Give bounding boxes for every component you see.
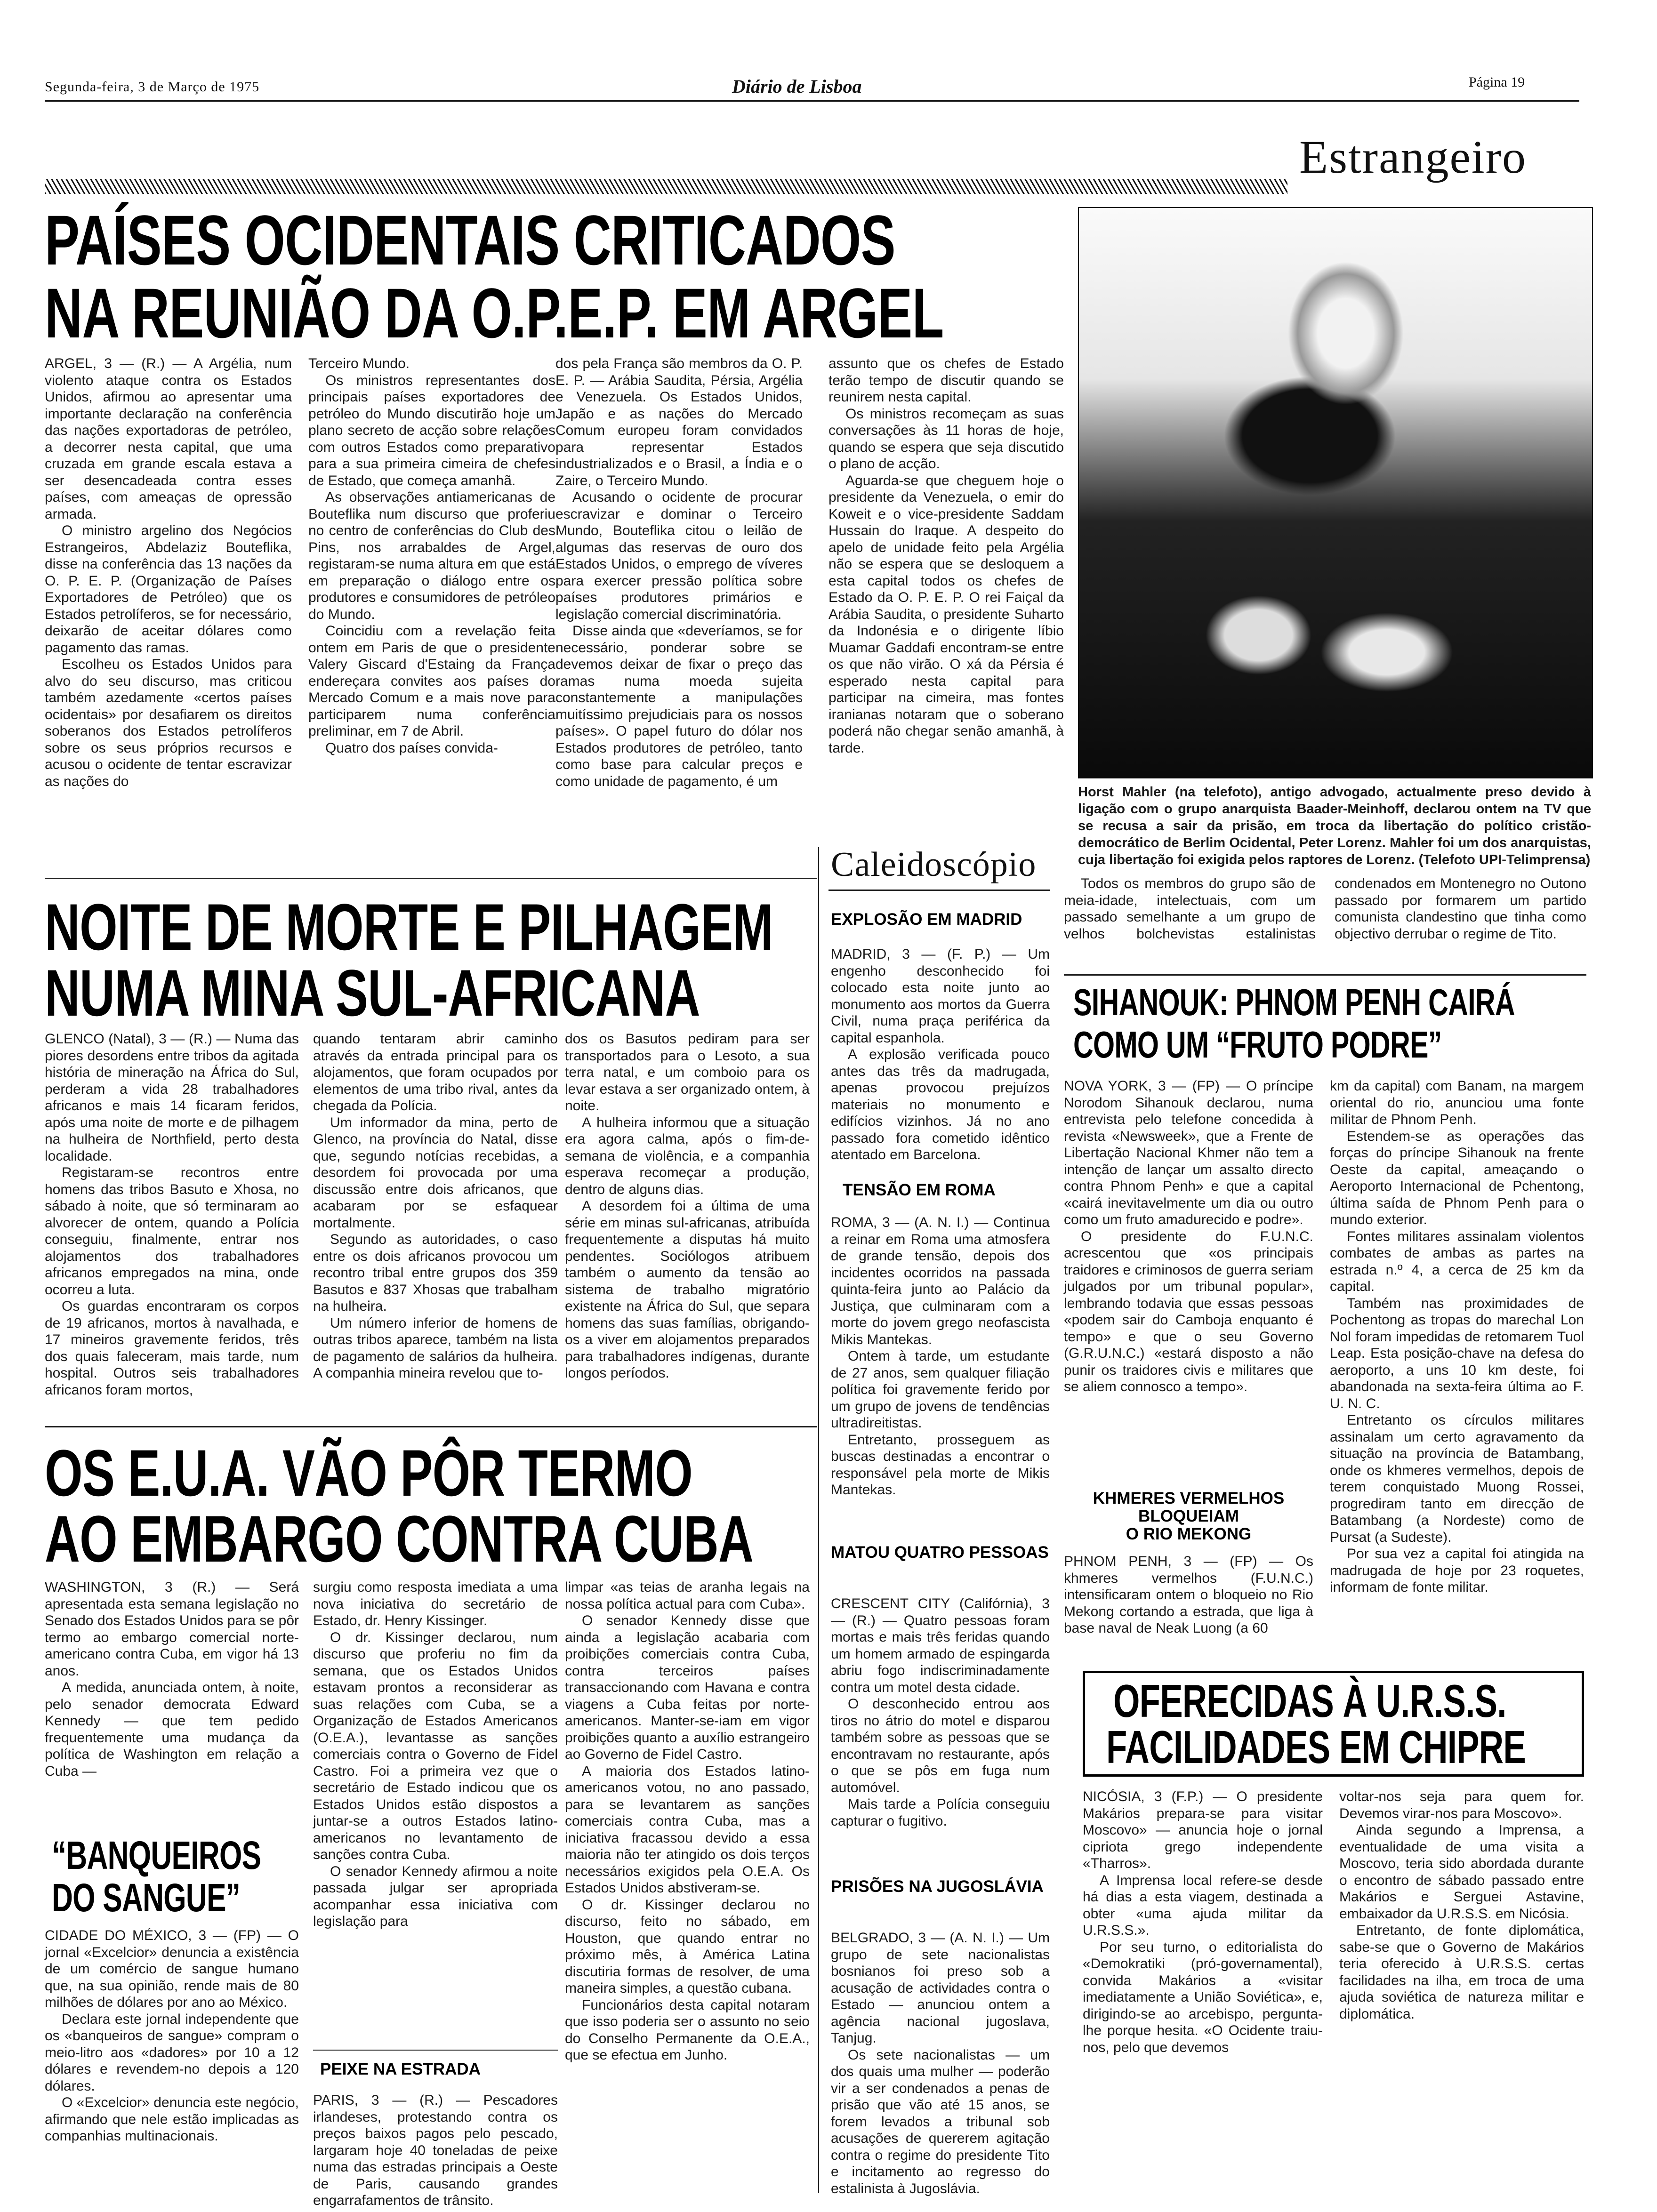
- opep-paragraph: dos pela França são membros da O. P. E. P. — Arábia Saudita, Pérsia, Argélia e Venezuela. Os Estados Unidos, Japão e as nações do Mercado Comum europeu foram convidados para representar Estados industrializados e o Brasil, a Índia e o Zaire, o Terceiro Mundo.: [555, 356, 803, 489]
- cuba-headline-1: OS E.U.A. VÃO PÔR TERMO: [45, 1436, 692, 1510]
- sihanouk-paragraph: O presidente do F.U.N.C. acrescentou que «os principais traidores e criminosos de guerra seriam julgados por um tribunal popular», lembrando todavia que essas pessoas «podem sair do Camboja enquanto é tempo» e que o seu Governo (G.R.U.N.C.) «estará disposto a não punir os traidores civis e militares que se aliem connosco a tempo».: [1064, 1228, 1313, 1395]
- mina-paragraph: A desordem foi a última de uma série em minas sul-africanas, atribuída frequentemente a disputas há muito pendentes. Sociólogos atribuem também o aumento da tensão ao sistema de trabalho migratório existente na África do Sul, que separa homens das suas famílias, obrigando-os a viver em alojamentos preparados para trabalhadores indígenas, durante longos períodos.: [565, 1198, 810, 1381]
- peixe-column: [313, 2092, 558, 2208]
- opep-paragraph: assunto que os chefes de Estado terão tempo de discutir quando se reunirem nesta capital.: [828, 356, 1064, 405]
- matou-paragraph: O desconhecido entrou aos tiros no átrio do motel e disparou também sobre as pessoas que se encontravam no restaurante, após o que se pôs em fuga num automóvel.: [831, 1696, 1050, 1795]
- prisoes-headline: PRISÕES NA JUGOSLÁVIA: [831, 1877, 1044, 1896]
- section-title: Estrangeiro: [1299, 131, 1527, 183]
- opep-paragraph: O ministro argelino dos Negócios Estrangeiros, Abdelaziz Bouteflika, disse na conferência das 13 nações da O. P. E. P. (Organização de Países Exportadores de Petróleo) que os Estados petrolíferos, se for necessário, deixarão de aceitar dólares como pagamento das ramas.: [45, 523, 292, 656]
- mina-headline-1: NOITE DE MORTE E PILHAGEM: [45, 890, 773, 964]
- opep-paragraph: Os ministros recomeçam as suas conversações às 11 horas de hoje, quando se espera que seja discutido o plano de acção.: [828, 406, 1064, 472]
- matou-paragraph: CRESCENT CITY (Califórnia), 3 — (R.) — Quatro pessoas foram mortas e mais três feridas quando um homem armado de espingarda abriu fogo indiscriminadamente contra um motel desta cidade.: [831, 1596, 1050, 1695]
- sihanouk-column-1: [1064, 1078, 1313, 1395]
- sihanouk-paragraph: Por sua vez a capital foi atingida na madrugada de hoje por 23 roquetes, informam de fonte militar.: [1330, 1546, 1584, 1595]
- cuba-paragraph: O senador Kennedy afirmou a noite passada julgar ser apropriada acompanhar essa iniciativa com legislação para: [313, 1863, 558, 1929]
- cuba-paragraph: surgiu como resposta imediata a uma nova iniciativa do secretário de Estado, dr. Henry Kissinger.: [313, 1579, 558, 1628]
- mina-column-2: [313, 1031, 558, 1417]
- cuba-column-2: [313, 1579, 558, 2045]
- sihanouk-headline-2: COMO UM “FRUTO PODRE”: [1073, 1024, 1442, 1066]
- madrid-headline: EXPLOSÃO EM MADRID: [831, 910, 1022, 929]
- opep-headline-1: PAÍSES OCIDENTAIS CRITICADOS: [45, 200, 895, 280]
- matou-headline: MATOU QUATRO PESSOAS: [831, 1543, 1049, 1562]
- banqueiros-paragraph: Declara este jornal independente que os «banqueiros de sangue» compram o meio-litro aos «dadores» por 10 a 12 dólares e revendem-no depois a 120 dólares.: [45, 2011, 299, 2094]
- sihanouk-paragraph: km da capital) com Banam, na margem oriental do rio, anunciou uma fonte militar de Phnom Penh.: [1330, 1078, 1584, 1127]
- chipre-paragraph: NICÓSIA, 3 (F.P.) — O presidente Makários prepara-se para visitar Moscovo» — anuncia hoje o jornal cipriota grego independente «Tharros».: [1083, 1789, 1323, 1871]
- opep-paragraph: Disse ainda que «deveríamos, se for necessário, ponderar sobre se devemos deixar de fixar o preço das ramas numa moeda sujeita constantemente a manipulações muitíssimo prejudiciais para os nossos países». O papel futuro do dólar nos Estados produtores de petróleo, tanto como base para calcular preços e como unidade de pagamento, é um: [555, 623, 803, 789]
- sihanouk-paragraph: Fontes militares assinalam violentos combates de ambas as partes na estrada n.º 4, a cerca de 25 km da capital.: [1330, 1228, 1584, 1294]
- chipre-paragraph: A Imprensa local refere-se desde há dias a esta viagem, destinada a obter «uma ajuda militar da U.R.S.S.».: [1083, 1872, 1323, 1938]
- mina-paragraph: Registaram-se recontros entre homens das tribos Basuto e Xhosa, no sábado à noite, que só terminaram ao alvorecer de ontem, quando a Polícia conseguiu, finalmente, entrar nos alojamentos dos trabalhadores africanos empregados na mina, onde ocorreu a luta.: [45, 1165, 299, 1298]
- divider-caleidoscopio-left: [818, 847, 819, 2193]
- masthead-page-number: Página 19: [1469, 74, 1525, 90]
- sihanouk-paragraph: NOVA YORK, 3 — (FP) — O príncipe Norodom Sihanouk declarou, numa entrevista pelo telefone concedida à revista «Newsweek», que a Frente de Libertação Nacional Khmer não tem a intenção de lançar um assalto directo contra Phnom Penh» e que a capital «cairá inevitavelmente um dia ou outro como um fruto amadurecido e podre».: [1064, 1078, 1313, 1227]
- opep-paragraph: Aguarda-se que cheguem hoje o presidente da Venezuela, o emir do Koweit e o vice-presidente Saddam Hussain do Iraque. A despeito do apelo de unidade feito pela Argélia não se espera que se desloquem a esta capital todos os chefes de Estado da O. P. E. P. O rei Faiçal da Arábia Saudita, o presidente Suharto da Indonésia e o dirigente líbio Muamar Gaddafi encontram-se entre os que não virão. O xá da Pérsia é esperado nesta capital para participar na cimeira, mas fontes iranianas notaram que o soberano poderá não chegar senão amanhã, à tarde.: [828, 473, 1064, 756]
- peixe-paragraph: PARIS, 3 — (R.) — Pescadores irlandeses, protestando contra os preços baixos pagos pelo pescado, largaram hoje 40 toneladas de peixe numa das estradas principais a Oeste de Paris, causando grandes engarrafamentos de trânsito.: [313, 2092, 558, 2208]
- cuba-paragraph: O dr. Kissinger declarou, num discurso que proferiu no fim da semana, que os Estados Unidos estavam prontos a reconsiderar as suas relações com Cuba, se a Organização de Estados Americanos (O.E.A.), levantasse as sanções comerciais contra o Governo de Fidel Castro. Foi a primeira vez que o secretário de Estado indicou que os Estados Unidos estão dispostos a juntar-se a outros Estados latino-americanos no levantamento de sanções contra Cuba.: [313, 1629, 558, 1862]
- sihanouk-paragraph: Entretanto os círculos militares assinalam um certo agravamento da situação na província de Batambang, onde os khmeres vermelhos, depois de terem conquistado Muong Rossei, progrediram tanto em direcção de Batambang (a Nordeste) como de Pursat (a Sudeste).: [1330, 1412, 1584, 1545]
- mina-paragraph: dos os Basutos pediram para ser transportados para o Lesoto, a sua terra natal, e um comboio para os levar estava a ser organizado ontem, à noite.: [565, 1031, 810, 1114]
- banqueiros-paragraph: CIDADE DO MÉXICO, 3 — (FP) — O jornal «Excelcior» denuncia a existência de um comércio de sangue humano que, na sua opinião, rende mais de 80 milhões de dólares por ano ao México.: [45, 1928, 299, 2010]
- opep-column-1: [45, 355, 292, 873]
- opep-paragraph: Acusando o ocidente de procurar escravizar e dominar o Terceiro Mundo, Bouteflika citou o leilão de algumas das reservas de ouro dos Estados Unidos, o emprego de víveres para exercer pressão política sobre países produtores primários e legislação comercial discriminatória.: [555, 489, 803, 622]
- caleidoscopio-title: Caleidoscópio: [831, 845, 1037, 884]
- opep-column-3: [555, 355, 803, 873]
- roma-paragraph: ROMA, 3 — (A. N. I.) — Continua a reinar em Roma uma atmosfera de grande tensão, depois dos incidentes ocorridos na passada quinta-feira junto ao Palácio da Justiça, que culminaram com a morte do jovem grego neofascista Mikis Mantekas.: [831, 1215, 1050, 1347]
- mina-paragraph: GLENCO (Natal), 3 — (R.) — Numa das piores desordens entre tribos da agitada história de mineração na África do Sul, perderam a vida 28 trabalhadores africanos e mais 14 ficaram feridos, após uma noite de morte e de pilhagem na hulheira de Northfield, perto desta localidade.: [45, 1031, 299, 1164]
- membros-column: [1064, 875, 1586, 970]
- cuba-headline-2: AO EMBARGO CONTRA CUBA: [45, 1502, 754, 1576]
- khmer-paragraph: PHNOM PENH, 3 — (FP) — Os khmeres vermelhos (F.U.N.C.) intensificaram ontem o bloqueio no Rio Mekong cortando a estrada, que liga à base naval de Neak Luong (a 60: [1064, 1554, 1313, 1636]
- mina-paragraph: Um informador da mina, perto de Glenco, na província do Natal, disse que, segundo notícias recebidas, a desordem foi provocada por uma discussão entre dois africanos, que acabaram por se esfaquear mortalmente.: [313, 1114, 558, 1231]
- chipre-paragraph: Por seu turno, o editorialista do «Demokratiki (pró-governamental), convida Makários a «visitar imediatamente a União Soviética», e, dirigindo-se ao arcebispo, pergunta-lhe porque hesita. «O Ocidente traiu-nos, pelo que devemos: [1083, 1939, 1323, 2055]
- membros-paragraph: Todos os membros do grupo são de meia-idade, intelectuais, com um passado semelhante a um grupo de velhos bolchevistas estalinistas condenados em Montenegro no Outono passado por formarem um partido comunista clandestino que tinha como objectivo derrubar o regime de Tito.: [1064, 876, 1586, 942]
- opep-paragraph: As observações antiamericanas de Bouteflika num discurso que proferiu no centro de conferências do Club des Pins, nos arrabaldes de Argel, registaram-se numa altura em que está em preparação o diálogo entre os produtores e consumidores de petróleo do Mundo.: [308, 489, 555, 622]
- divider-sihanouk-top: [1064, 974, 1586, 976]
- mina-headline-2: NUMA MINA SUL-AFRICANA: [45, 956, 700, 1030]
- sihanouk-paragraph: Também nas proximidades de Pochentong as tropas do marechal Lon Nol foram impedidas de retomarem Tuol Leap. Esta posição-chave na defesa do aeroporto, a uns 10 km deste, foi abandonada na sexta-feira última ao F. U. N. C.: [1330, 1295, 1584, 1411]
- banqueiros-headline-2: DO SANGUE”: [52, 1875, 241, 1920]
- khmer-column: [1064, 1553, 1313, 1654]
- khmer-headline-1: KHMERES VERMELHOS: [1093, 1489, 1285, 1507]
- opep-column-4: [828, 355, 1064, 854]
- mina-column-3: [565, 1031, 810, 1417]
- prisoes-paragraph: BELGRADO, 3 — (A. N. I.) — Um grupo de sete nacionalistas bosnianos foi preso sob a acusação de actividades contra o Estado — anunciou ontem a agência nacional jugoslava, Tanjug.: [831, 1930, 1050, 2046]
- chipre-headline-2: FACILIDADES EM CHIPRE: [1106, 1721, 1526, 1773]
- caleidoscopio-title-rule: [828, 890, 1050, 891]
- chipre-paragraph: voltar-nos seja para quem for. Devemos virar-nos para Moscovo».: [1339, 1789, 1584, 1821]
- khmer-headline: [1064, 1490, 1313, 1543]
- opep-paragraph: Terceiro Mundo.: [308, 356, 410, 371]
- masthead-paper-name: Diário de Lisboa: [732, 76, 862, 97]
- sihanouk-paragraph: Estendem-se as operações das forças do príncipe Sihanouk na frente Oeste da capital, ameaçando o Aeroporto Internacional de Pchentong, última saída de Phnom Penh para o mundo exterior.: [1330, 1128, 1584, 1227]
- cuba-paragraph: limpar «as teias de aranha legais na nossa política actual para com Cuba».: [565, 1579, 810, 1612]
- sihanouk-column-2: [1330, 1078, 1584, 1657]
- matou-paragraph: Mais tarde a Polícia conseguiu capturar o fugitivo.: [831, 1796, 1050, 1829]
- cuba-paragraph: O dr. Kissinger declarou no discurso, feito no sábado, em Houston, que quando entrar no próximo mês, à América Latina discutiria formas de resolver, de uma maneira simples, a questão cubana.: [565, 1897, 810, 1996]
- opep-paragraph: Os ministros representantes dos principais países exportadores de petróleo do Mundo discutirão hoje um plano secreto de acção sobre relações com outros Estados como preparativo para a sua primeira cimeira de chefes de Estado, que começa amanhã.: [308, 372, 555, 489]
- madrid-paragraph: MADRID, 3 — (F. P.) — Um engenho desconhecido foi colocado esta noite junto ao monumento aos mortos da Guerra Civil, numa praça periférica da capital espanhola.: [831, 946, 1050, 1046]
- madrid-paragraph: A explosão verificada pouco antes das três da madrugada, apenas provocou prejuízos materiais no monumento e edifícios vizinhos. Já no ano passado fora cometido idêntico atentado em Barcelona.: [831, 1047, 1050, 1162]
- sihanouk-headline-1: SIHANOUK: PHNOM PENH CAIRÁ: [1073, 981, 1515, 1023]
- roma-headline: TENSÃO EM ROMA: [843, 1181, 996, 1199]
- banqueiros-headline-1: “BANQUEIROS: [52, 1833, 261, 1877]
- roma-paragraph: Entretanto, prosseguem as buscas destinadas a encontrar o responsável pela morte de Mikis Mantekas.: [831, 1432, 1050, 1498]
- photo-caption: Horst Mahler (na telefoto), antigo advogado, actualmente preso devido à ligação com o grupo anarquista Baader-Meinhoff, declarou ontem na TV que se recusa a sair da prisão, em troca da libertação do político cristão-democrático de Berlim Ocidental, Peter Lorenz. Mahler foi um dos anarquistas, cuja libertação foi exigida pelos raptores de Lorenz. (Telefoto UPI-Telimprensa): [1078, 785, 1591, 867]
- roma-paragraph: Ontem à tarde, um estudante de 27 anos, sem qualquer filiação política foi gravemente ferido por um grupo de jovens de tendências ultradireitistas.: [831, 1348, 1050, 1431]
- chipre-paragraph: Ainda segundo a Imprensa, a eventualidade de uma visita a Moscovo, teria sido abordada durante o encontro de sábado passado entre Makários e Serguei Astavine, embaixador da U.R.S.S. em Nicósia.: [1339, 1822, 1584, 1922]
- cuba-paragraph: O senador Kennedy disse que ainda a legislação acabaria com proibições comerciais contra Cuba, contra terceiros países transaccionando com Havana e contra viagens a Cuba feitas por norte-americanos. Manter-se-iam em vigor proibições quanto a auxílio estrangeiro ao Governo de Fidel Castro.: [565, 1613, 810, 1762]
- mina-paragraph: A hulheira informou que a situação era agora calma, após o fim-de-semana de violência, e a companhia esperava recomeçar a produção, dentro de alguns dias.: [565, 1114, 810, 1197]
- opep-paragraph: Escolheu os Estados Unidos para alvo do seu discurso, mas criticou também azedamente «certos países ocidentais» por desafiarem os direitos soberanos dos Estados petrolíferos sobre os seus próprios recursos e acusou o ocidente de tentar escravizar as nações do: [45, 657, 292, 789]
- chipre-column-1: [1083, 1788, 1323, 2193]
- section-hatch-bar: [45, 179, 1287, 194]
- chipre-column-2: [1339, 1788, 1584, 2193]
- mina-paragraph: Os guardas encontraram os corpos de 19 africanos, mortos à navalhada, e 17 mineiros gravemente feridos, três dos quais faleceram, mais tarde, num hospital. Outros seis trabalhadores africanos foram mortos,: [45, 1298, 299, 1398]
- divider-peixe-top: [313, 2050, 558, 2051]
- khmer-headline-3: O RIO MEKONG: [1126, 1525, 1252, 1543]
- mina-column-1: [45, 1031, 299, 1417]
- opep-column-2: [308, 355, 555, 873]
- mina-paragraph: Segundo as autoridades, o caso entre os dois africanos provocou um recontro tribal entre grupos dos 359 Basutos e 837 Xhosas que trabalham na hulheira.: [313, 1232, 558, 1314]
- opep-headline-2: NA REUNIÃO DA O.P.E.P. EM ARGEL: [45, 273, 944, 353]
- matou-column: [831, 1595, 1050, 1868]
- cuba-column-3: [565, 1579, 810, 2186]
- divider-cuba-top: [45, 1426, 817, 1427]
- chipre-headline-1: OFERECIDAS À U.R.S.S.: [1113, 1675, 1506, 1727]
- cuba-column-1: [45, 1579, 299, 1824]
- masthead-rule: [45, 100, 1579, 102]
- mina-paragraph: quando tentaram abrir caminho através da entrada principal para os alojamentos, que foram ocupados por elementos de uma tribo rival, antes da chegada da Polícia.: [313, 1031, 558, 1114]
- cuba-paragraph: WASHINGTON, 3 (R.) — Será apresentada esta semana legislação no Senado dos Estados Unidos para se pôr termo ao embargo comercial norte-americano contra Cuba, em vigor há 13 anos.: [45, 1579, 299, 1679]
- roma-column: [831, 1214, 1050, 1515]
- divider-mina-top: [45, 878, 817, 879]
- banqueiros-column: [45, 1927, 299, 2191]
- khmer-headline-2: BLOQUEIAM: [1138, 1507, 1239, 1525]
- cuba-paragraph: A medida, anunciada ontem, à noite, pelo senador democrata Edward Kennedy — que tem pedido frequentemente uma mudança da política de Washington em relação a Cuba —: [45, 1680, 299, 1779]
- masthead-date: Segunda-feira, 3 de Março de 1975: [45, 79, 260, 95]
- prisoes-column: [831, 1930, 1050, 2196]
- chipre-headline-box: [1083, 1671, 1584, 1777]
- prisoes-paragraph: Os sete nacionalistas — um dos quais uma mulher — poderão vir a ser condenados a penas de prisão que vão até 15 anos, se forem levados a tribunal sob acusações de quererem agitação contra o regime do presidente Tito e incitamento ao regresso do estalinista à Jugoslávia.: [831, 2047, 1050, 2196]
- peixe-headline: PEIXE NA ESTRADA: [320, 2060, 481, 2078]
- mina-paragraph: Um número inferior de homens de outras tribos aparece, também na lista de pagamento de salários da hulheira. A companhia mineira revelou que to-: [313, 1315, 558, 1381]
- chipre-paragraph: Entretanto, de fonte diplomática, sabe-se que o Governo de Makários teria oferecido à U.R.S.S. certas facilidades na ilha, em troca de uma ajuda soviética de natureza militar e diplomática.: [1339, 1923, 1584, 2022]
- opep-paragraph: Coincidiu com a revelação feita ontem em Paris de que o presidente Valery Giscard d'Estaing da França endereçara convites aos países do Mercado Comum e a mais nove para participarem numa conferência preliminar, em 7 de Abril.: [308, 623, 555, 739]
- cuba-paragraph: Funcionários desta capital notaram que isso poderia ser o assunto no seio do Conselho Permanente da O.E.A., que se efectua em Junho.: [565, 1997, 810, 2063]
- opep-paragraph: ARGEL, 3 — (R.) — A Argélia, num violento ataque contra os Estados Unidos, afirmou ao apresentar uma importante declaração na conferência das nações exportadoras de petróleo, a decorrer nesta capital, que uma cruzada em grande escala estava a ser desencadeada contra esses países, com ameaças de opressão armada.: [45, 356, 292, 522]
- horst-mahler-photo: [1078, 207, 1593, 778]
- opep-paragraph: Quatro dos países convida-: [325, 740, 498, 756]
- madrid-column: [831, 946, 1050, 1172]
- banqueiros-paragraph: O «Excelcior» denuncia este negócio, afirmando que nele estão implicadas as companhias multinacionais.: [45, 2095, 299, 2144]
- cuba-paragraph: A maioria dos Estados latino-americanos votou, no ano passado, para se levantarem as sanções comerciais contra Cuba, mas a iniciativa fracassou devido a essa maioria não ter atingido os dois terços necessários exigidos pela O.E.A. Os Estados Unidos abstiveram-se.: [565, 1763, 810, 1896]
